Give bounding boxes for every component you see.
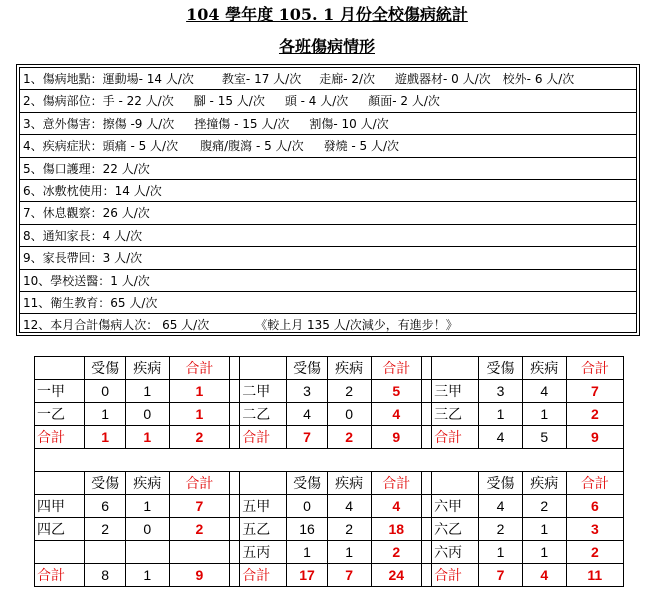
spacer [421,426,431,449]
class-label: 四甲 [35,495,85,518]
summary-row [20,292,636,314]
total-count [169,541,230,564]
spacer [230,564,240,587]
total-value: 4 [479,426,523,449]
spacer [421,380,431,403]
spacer [230,518,240,541]
summary-item: 1、傷病地點：運動場- 14 人/次 [23,72,194,86]
total-count: 2 [169,518,230,541]
total-count: 4 [371,403,421,426]
spacer [230,403,240,426]
summary-item: 4、疾病症狀：頭痛 - 5 人/次 [23,139,179,154]
total-value: 24 [371,564,421,587]
illness-count [125,541,169,564]
total-count: 3 [566,518,623,541]
injury-count: 2 [85,518,125,541]
header-blank [35,357,85,380]
class-label: 一甲 [35,380,85,403]
injury-count: 16 [287,518,327,541]
total-value: 7 [479,564,523,587]
header-injury: 受傷 [287,357,327,380]
summary-item: 5、傷口護理：22 人/次 [23,161,150,176]
spacer [230,472,240,495]
class-label: 三甲 [432,380,479,403]
summary-item: 10、學校送醫：1 人/次 [23,273,150,288]
total-value: 7 [327,564,371,587]
header-total: 合計 [566,472,623,495]
total-value: 2 [327,426,371,449]
illness-count: 2 [327,380,371,403]
summary-list [19,67,637,333]
summary-row [20,202,636,224]
illness-count: 0 [125,518,169,541]
summary-item: 挫撞傷 - 15 人/次 [194,116,290,131]
injury-count: 0 [85,380,125,403]
summary-row [20,90,636,112]
summary-item: 顏面- 2 人/次 [368,94,440,109]
summary-item: 頭 - 4 人/次 [284,94,349,109]
header-illness: 疾病 [125,472,169,495]
injury-count: 1 [85,403,125,426]
spacer [421,495,431,518]
summary-item: 2、傷病部位：手 - 22 人/次 [23,94,174,109]
class-label: 一乙 [35,403,85,426]
header-illness: 疾病 [125,357,169,380]
summary-row [20,158,636,180]
header-injury: 受傷 [479,472,523,495]
summary-item: 11、衛生教育：65 人/次 [23,295,158,310]
class-label: 六乙 [432,518,479,541]
summary-row [20,113,636,135]
spacer [421,541,431,564]
summary-item: 腳 - 15 人/次 [193,94,265,109]
illness-count: 1 [522,541,566,564]
summary-row [20,68,636,90]
summary-item: 遊戲器材- 0 人/次 [395,72,491,86]
header-total: 合計 [169,357,230,380]
injury-count: 1 [479,403,523,426]
header-injury: 受傷 [85,472,125,495]
total-label: 合計 [35,426,85,449]
total-label: 合計 [432,564,479,587]
class-label: 四乙 [35,518,85,541]
total-value: 5 [522,426,566,449]
class-label: 五丙 [240,541,287,564]
spacer [230,541,240,564]
class-label: 六甲 [432,495,479,518]
summary-item: 6、冰敷枕使用：14 人/次 [23,183,162,198]
total-value: 8 [85,564,125,587]
class-label: 二乙 [240,403,287,426]
header-blank [240,472,287,495]
header-blank [432,357,479,380]
illness-count: 0 [125,403,169,426]
spacer [421,518,431,541]
total-count: 1 [169,380,230,403]
header-blank [240,357,287,380]
report-subtitle: 各班傷病情形 [278,37,375,56]
header-illness: 疾病 [522,472,566,495]
summary-item: 8、通知家長：4 人/次 [23,228,143,243]
total-value: 2 [169,426,230,449]
class-label: 五甲 [240,495,287,518]
header-blank [432,472,479,495]
injury-count: 2 [479,518,523,541]
summary-item: 走廊- 2/次 [319,72,376,86]
summary-item: 7、休息觀察：26 人/次 [23,206,150,221]
total-value: 4 [522,564,566,587]
spacer [421,357,431,380]
illness-count: 1 [327,541,371,564]
injury-count: 3 [287,380,327,403]
class-stats-table [34,356,624,587]
illness-count: 1 [522,403,566,426]
injury-count: 4 [287,403,327,426]
header-injury: 受傷 [85,357,125,380]
summary-item: 3、意外傷害：擦傷 -9 人/次 [23,116,175,131]
total-value: 1 [85,426,125,449]
summary-row [20,247,636,269]
header-total: 合計 [371,357,421,380]
spacer [421,472,431,495]
header-injury: 受傷 [479,357,523,380]
spacer [421,403,431,426]
illness-count: 1 [125,380,169,403]
summary-item: 割傷- 10 人/次 [309,116,389,131]
injury-count: 3 [479,380,523,403]
class-label: 五乙 [240,518,287,541]
header-total: 合計 [371,472,421,495]
spacer [230,380,240,403]
total-count: 7 [169,495,230,518]
illness-count: 4 [522,380,566,403]
header-blank [35,472,85,495]
total-value: 1 [125,426,169,449]
total-value: 1 [125,564,169,587]
injury-count: 1 [479,541,523,564]
total-value: 7 [287,426,327,449]
total-value: 17 [287,564,327,587]
summary-box [16,64,640,336]
spacer [230,495,240,518]
spacer [421,564,431,587]
class-label: 六丙 [432,541,479,564]
injury-count: 0 [287,495,327,518]
summary-row [20,270,636,292]
class-label [35,541,85,564]
header-illness: 疾病 [327,472,371,495]
summary-row [20,180,636,202]
injury-count: 4 [479,495,523,518]
summary-item: 12、本月合計傷病人次： 65 人/次 [23,318,210,333]
total-label: 合計 [35,564,85,587]
illness-count: 4 [327,495,371,518]
total-count: 6 [566,495,623,518]
class-label: 三乙 [432,403,479,426]
total-value: 9 [566,426,623,449]
separator-row [35,449,624,472]
total-count: 7 [566,380,623,403]
summary-item: 校外- 6 人/次 [502,72,575,86]
illness-count: 1 [522,518,566,541]
summary-row [20,225,636,247]
total-count: 2 [566,403,623,426]
summary-row [20,135,636,157]
illness-count: 2 [327,518,371,541]
summary-item: 教室- 17 人/次 [221,72,302,86]
total-count: 1 [169,403,230,426]
summary-item: 9、家長帶回：3 人/次 [23,251,143,266]
header-illness: 疾病 [522,357,566,380]
total-count: 2 [566,541,623,564]
spacer [230,426,240,449]
total-count: 2 [371,541,421,564]
total-value: 9 [371,426,421,449]
class-label: 二甲 [240,380,287,403]
report-title: 104 學年度 105. 1 月份全校傷病統計 [186,5,468,24]
header-total: 合計 [566,357,623,380]
total-count: 4 [371,495,421,518]
injury-count: 6 [85,495,125,518]
total-value: 9 [169,564,230,587]
summary-item: 《較上月 135 人/次減少，有進步！》 [255,318,458,333]
summary-item: 腹痛/腹瀉 - 5 人/次 [200,139,304,154]
header-injury: 受傷 [287,472,327,495]
total-label: 合計 [432,426,479,449]
summary-item: 發燒 - 5 人/次 [323,139,400,154]
spacer [230,357,240,380]
total-count: 5 [371,380,421,403]
total-count: 18 [371,518,421,541]
illness-count: 0 [327,403,371,426]
illness-count: 1 [125,495,169,518]
illness-count: 2 [522,495,566,518]
header-total: 合計 [169,472,230,495]
header-illness: 疾病 [327,357,371,380]
injury-count: 1 [287,541,327,564]
summary-row [20,314,636,336]
total-label: 合計 [240,426,287,449]
total-value: 11 [566,564,623,587]
injury-count [85,541,125,564]
total-label: 合計 [240,564,287,587]
